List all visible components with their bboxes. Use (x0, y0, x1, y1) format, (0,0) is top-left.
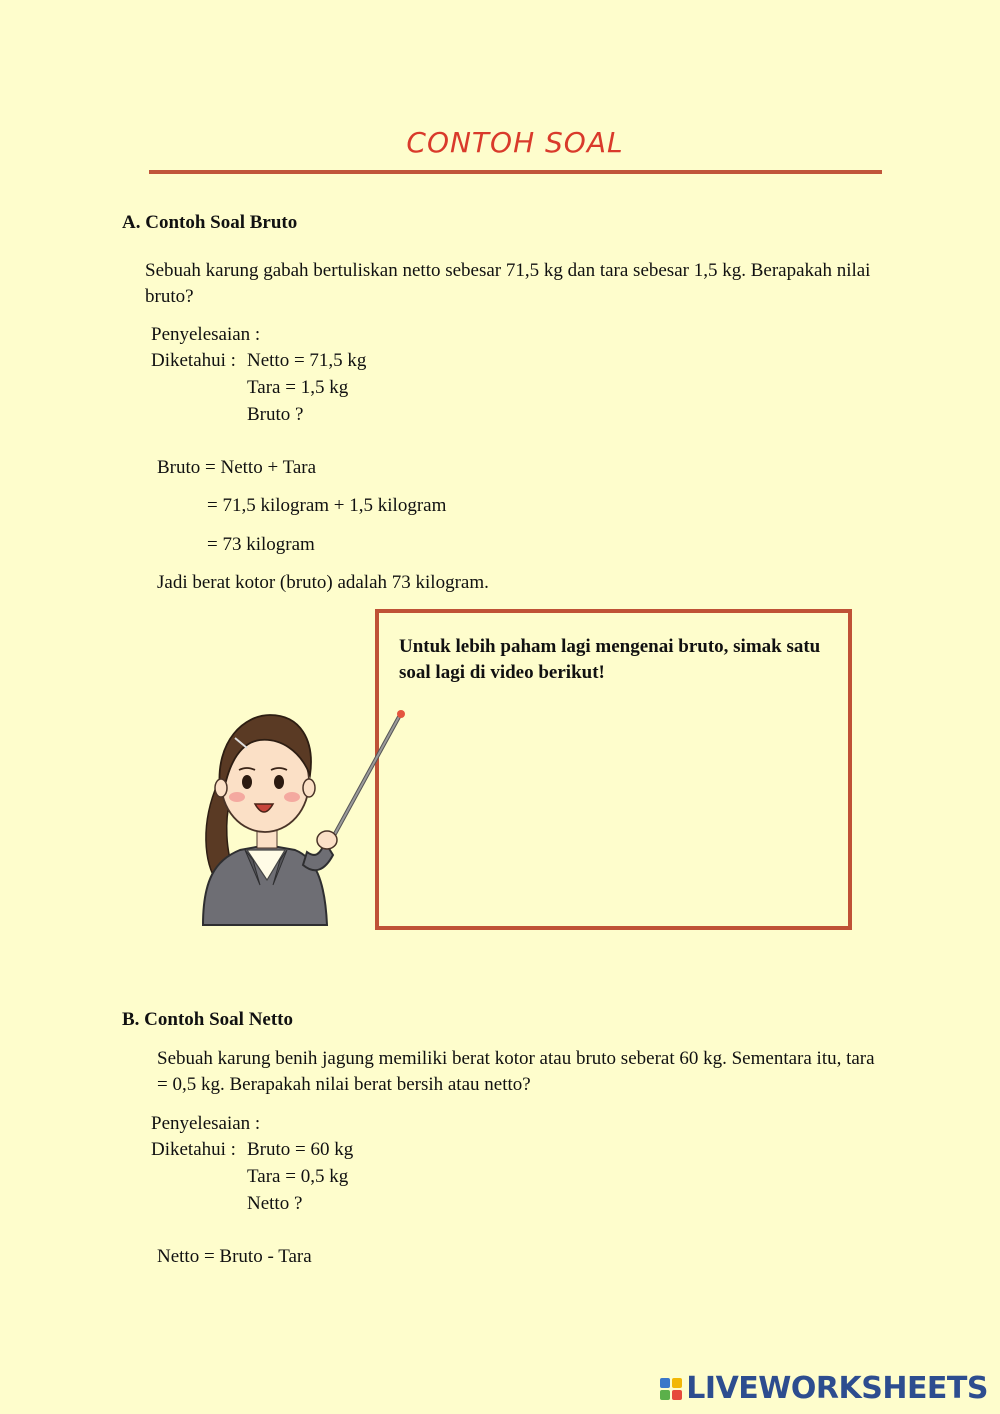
section-a-solution-label: Penyelesaian : (151, 324, 261, 345)
section-b-solution-label: Penyelesaian : (151, 1113, 261, 1134)
section-a-step-2: = 73 kilogram (207, 534, 315, 555)
section-b-heading: B. Contoh Soal Netto (122, 1009, 294, 1030)
liveworksheets-logo (660, 1371, 988, 1406)
teacher-illustration (175, 700, 415, 930)
section-b-question: Sebuah karung benih jagung memiliki berat kotor atau bruto seberat 60 kg. Sementara itu, tara = 0,5 kg. Berapakah nilai berat bersih atau netto? (157, 1048, 875, 1095)
section-a-step-1: = 71,5 kilogram + 1,5 kilogram (207, 495, 447, 516)
section-b-known-tara: Tara = 0,5 kg (247, 1166, 349, 1187)
section-a-known-tara: Tara = 1,5 kg (247, 377, 349, 398)
section-a-known-label: Diketahui : (151, 350, 236, 371)
section-a-known-netto: Netto = 71,5 kg (247, 350, 367, 371)
section-a-known-bruto: Bruto ? (247, 404, 304, 425)
section-a-conclusion: Jadi berat kotor (bruto) adalah 73 kilogram. (157, 572, 489, 593)
title-divider (149, 170, 882, 174)
liveworksheets-logo-icon (660, 1378, 682, 1400)
page-title: CONTOH SOAL (406, 126, 624, 159)
section-b-known-bruto: Bruto = 60 kg (247, 1139, 354, 1160)
section-a-heading: A. Contoh Soal Bruto (122, 212, 298, 233)
liveworksheets-brand-text: LIVEWORKSHEETS (686, 1371, 988, 1406)
section-b-known-label: Diketahui : (151, 1139, 236, 1160)
video-box-text: Untuk lebih paham lagi mengenai bruto, simak satu soal lagi di video berikut! (399, 636, 821, 683)
section-b-known-netto: Netto ? (247, 1193, 303, 1214)
section-b-formula: Netto = Bruto - Tara (157, 1246, 312, 1267)
section-a-formula: Bruto = Netto + Tara (157, 457, 317, 478)
section-a-question: Sebuah karung gabah bertuliskan netto sebesar 71,5 kg dan tara sebesar 1,5 kg. Berapakah nilai bruto? (145, 260, 871, 307)
